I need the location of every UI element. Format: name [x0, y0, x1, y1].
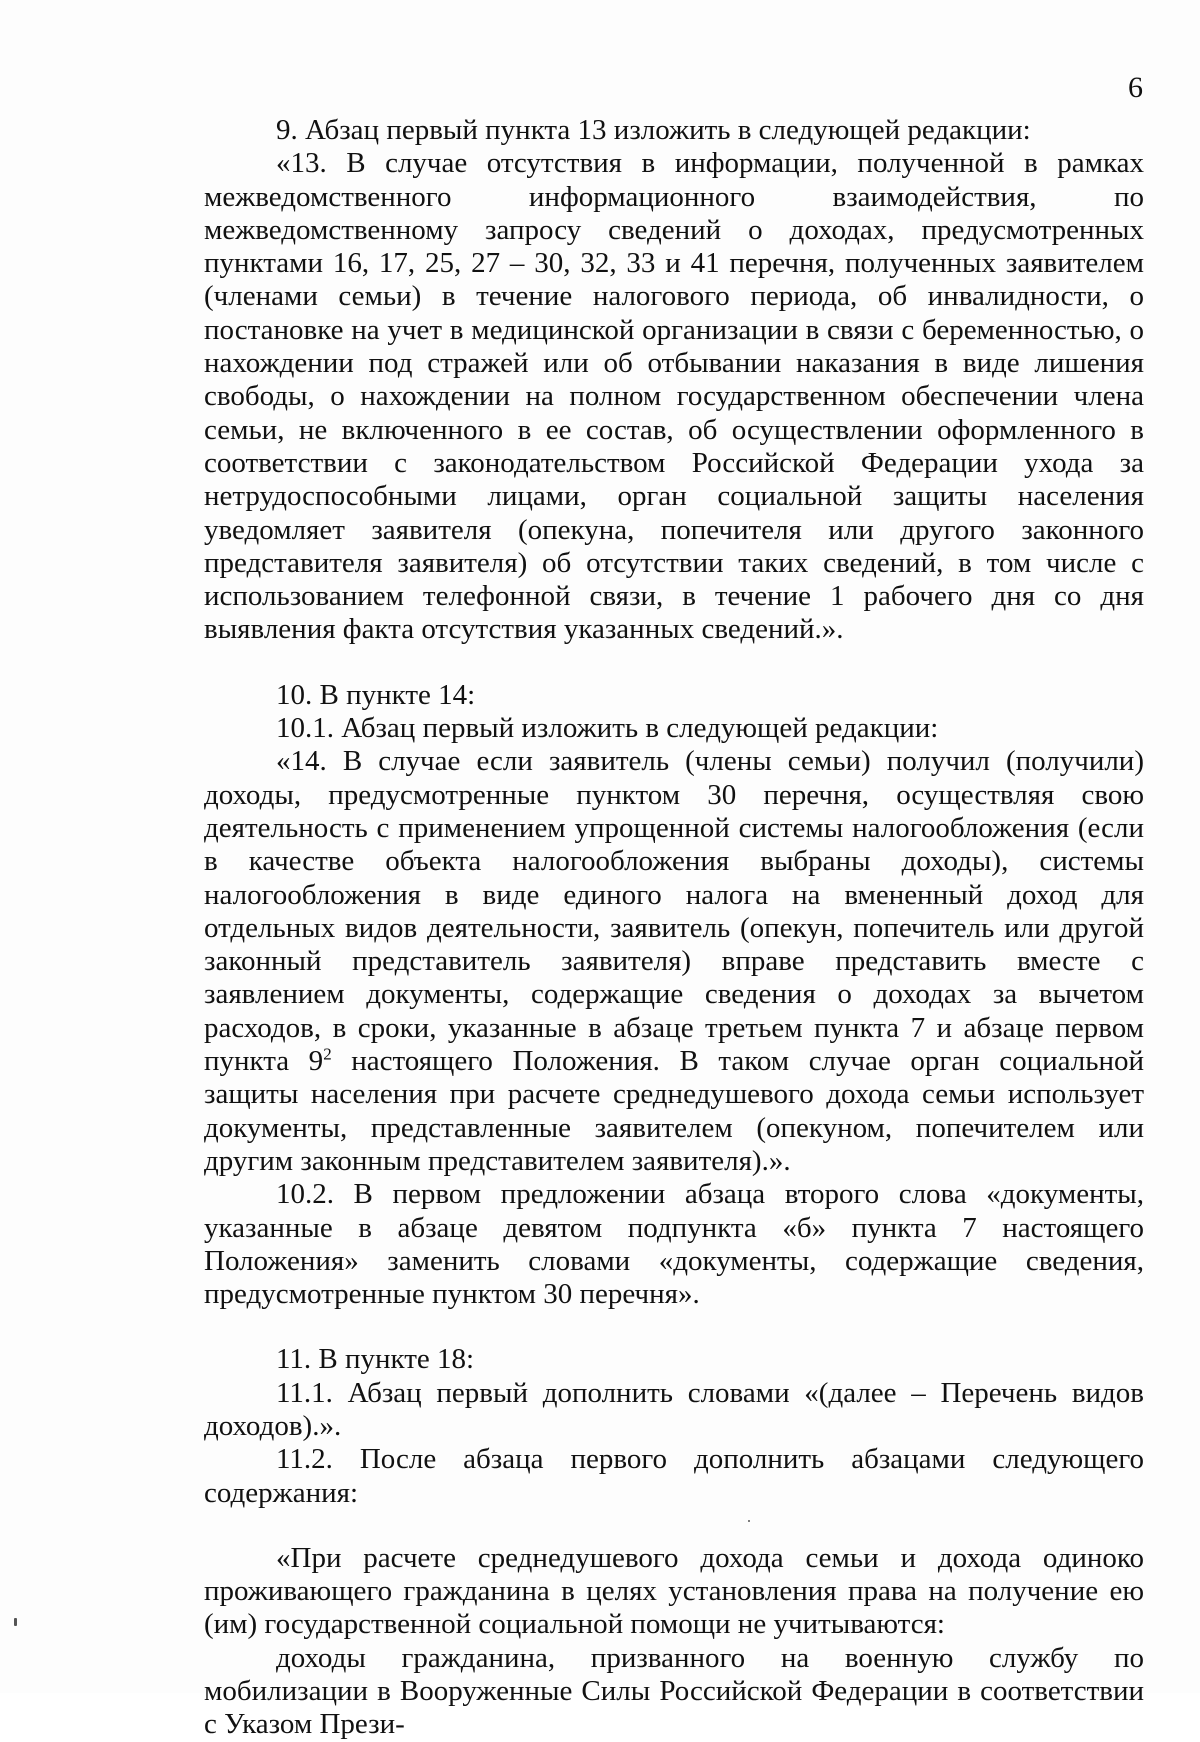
paragraph-11-2-text: 11.2. После абзаца первого дополнить абзацами следующего содержания:: [204, 1443, 1144, 1509]
paragraph-9-heading: 9. Абзац первый пункта 13 изложить в следующей редакции:: [276, 114, 1031, 146]
paragraph-14-text-start: «14. В случае если заявитель (члены семьи) получил (получили) доходы, предусмотренные пунктом 30 перечня, осуществляя свою деятельность с применением упрощенной системы налогообложения (если в качестве объекта налогообложения выбраны доходы), системы налогообложения в виде единого налога на вмененный доход для отдельных видов деятельности, заявитель (опекун, попечитель или другой законный представитель заявителя) вправе представить вместе с заявлением документы, содержащие сведения о доходах за вычетом расходов, в сроки, указанные в абзаце третьем пункта 7 и абзаце первом пункта 9: [204, 745, 1144, 1078]
page-number: 6: [1128, 71, 1143, 104]
scan-speck: [14, 1618, 17, 1626]
paragraph-10-2-text: 10.2. В первом предложении абзаца второго слова «документы, указанные в абзаце девятом подпункта «б» пункта 7 настоящего Положения» заменить словами «документы, содержащие сведения, предусмотренные пунктом 30 перечня».: [204, 1178, 1144, 1311]
paragraph-14-text: [204, 745, 1144, 1178]
paragraph-quote-start: «При расчете среднедушевого дохода семьи и дохода одиноко проживающего гражданина в целях установления права на получение ею (им) государственной социальной помощи не учитываются:: [204, 1541, 1144, 1641]
paragraph-mobilized-income: доходы гражданина, призванного на военную службу по мобилизации в Вооруженные Силы Российской Федерации в соответствии с Указом Прези-: [204, 1641, 1144, 1741]
scan-speck: [748, 1520, 750, 1522]
paragraph-10-1-heading: 10.1. Абзац первый изложить в следующей редакции:: [276, 712, 939, 745]
paragraph-14-text-end: настоящего Положения. В таком случае орган социальной защиты населения при расчете среднедушевого дохода семьи использует документы, представленные заявителем (опекуном, попечителем или другим законным представителем заявителя).».: [204, 1045, 1144, 1177]
paragraph-10-heading: 10. В пункте 14:: [276, 678, 476, 711]
paragraph-13-text: «13. В случае отсутствия в информации, полученной в рамках межведомственного информационного взаимодействия, по межведомственному запросу сведений о доходах, предусмотренных пунктами 16, 17, 25, 27 – 30, 32, 33 и 41 перечня, полученных заявителем (членами семьи) в течение налогового периода, об инвалидности, о постановке на учет в медицинской организации в связи с беременностью, о нахождении под стражей или об отбывании наказания в виде лишения свободы, о нахождении на полном государственном обеспечении члена семьи, не включенного в ее состав, об осуществлении оформленного в соответствии с законодательством Российской Федерации ухода за нетрудоспособными лицами, орган социальной защиты населения уведомляет заявителя (опекуна, попечителя или другого законного представителя заявителя) об отсутствии таких сведений, в том числе с использованием телефонной связи, в течение 1 рабочего дня со дня выявления факта отсутствия указанных сведений.».: [204, 147, 1144, 646]
superscript-index: 2: [323, 1044, 332, 1064]
paragraph-11-1-text: 11.1. Абзац первый дополнить словами «(далее – Перечень видов доходов).».: [204, 1376, 1144, 1442]
document-body: [204, 114, 1144, 1742]
paragraph-11-heading: 11. В пункте 18:: [276, 1343, 475, 1376]
